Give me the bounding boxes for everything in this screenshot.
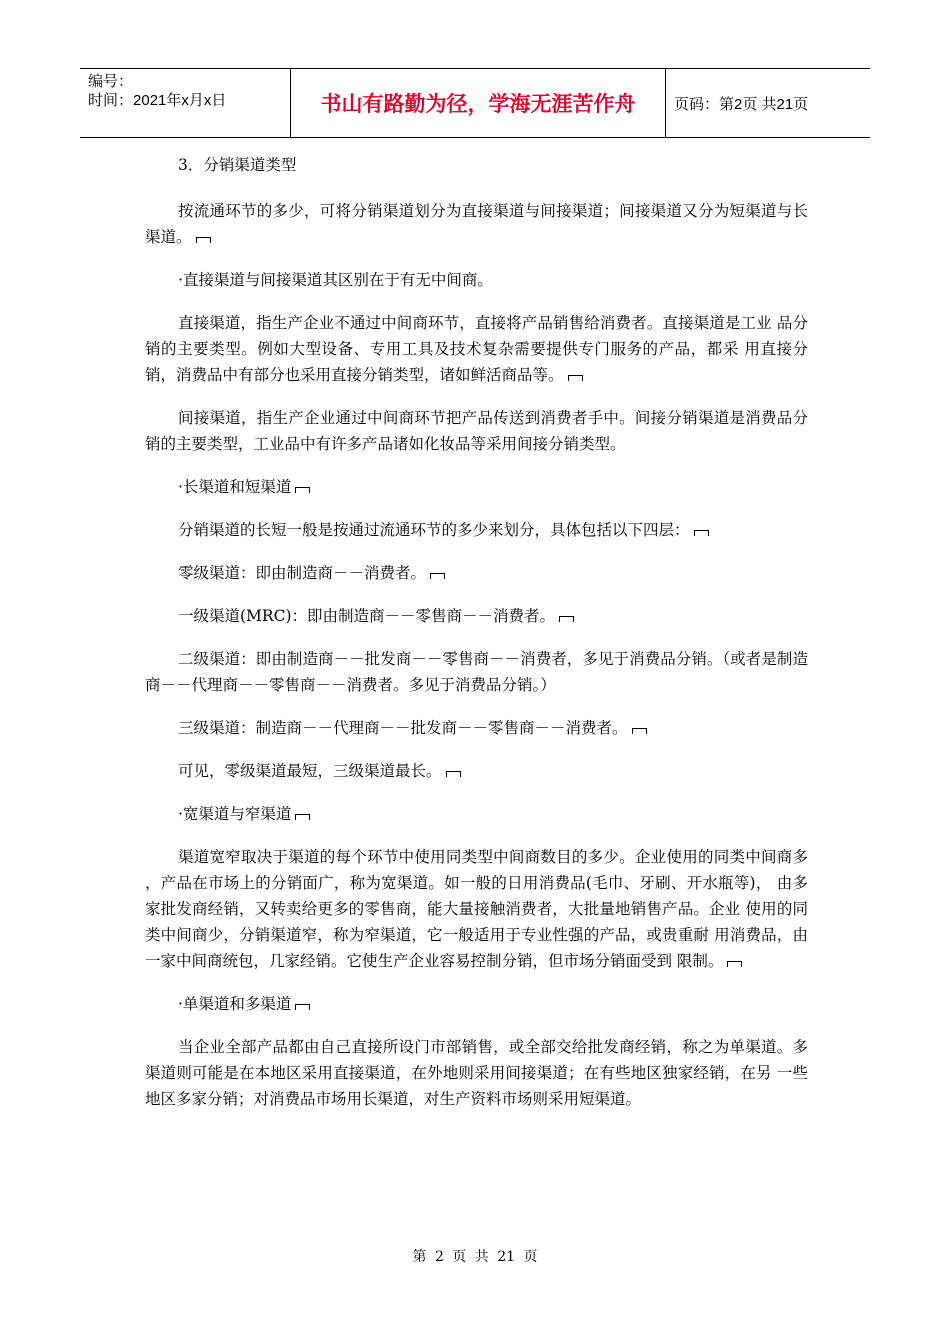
paragraph-text: 按流通环节的多少，可将分销渠道划分为直接渠道与间接渠道；间接渠道又分为短渠道与长 渠道。 bbox=[145, 202, 808, 246]
body-paragraph bbox=[145, 1034, 808, 1112]
paragraph-text: 可见，零级渠道最短，三级渠道最长。 bbox=[178, 762, 442, 780]
body-paragraph bbox=[145, 758, 808, 784]
body-paragraph bbox=[145, 198, 808, 250]
body-paragraph bbox=[145, 844, 808, 974]
body-paragraph bbox=[145, 405, 808, 457]
body-paragraph bbox=[145, 603, 808, 629]
paragraph-text: 间接渠道，指生产企业通过中间商环节把产品传送到消费者手中。间接分销渠道是消费品分 销的主要类型，工业品中有许多产品诸如化妆品等采用间接分销类型。 bbox=[145, 409, 808, 453]
document-body bbox=[145, 152, 808, 1129]
paragraph-mark-icon bbox=[295, 1004, 310, 1010]
paragraph-text: 3．分销渠道类型 bbox=[178, 156, 297, 174]
body-paragraph bbox=[145, 991, 808, 1017]
paragraph-text: 分销渠道的长短一般是按通过流通环节的多少来划分，具体包括以下四层： bbox=[178, 521, 690, 539]
paragraph-text: 二级渠道：即由制造商－－批发商－－零售商－－消费者，多见于消费品分销。（或者是制造商－－代理商－－零售商－－消费者。多见于消费品分销。） bbox=[145, 650, 808, 694]
paragraph-text: ·长渠道和短渠道 bbox=[178, 478, 292, 496]
header-meta bbox=[80, 69, 291, 137]
paragraph-text: 零级渠道：即由制造商－－消费者。 bbox=[178, 564, 427, 582]
section-heading bbox=[145, 152, 808, 178]
paragraph-mark-icon bbox=[295, 814, 310, 820]
paragraph-mark-icon bbox=[632, 728, 647, 734]
paragraph-mark-icon bbox=[727, 961, 742, 967]
paragraph-text: 一级渠道(MRC)：即由制造商－－零售商－－消费者。 bbox=[178, 607, 555, 625]
body-paragraph bbox=[145, 560, 808, 586]
paragraph-text: 三级渠道：制造商－－代理商－－批发商－－零售商－－消费者。 bbox=[178, 719, 628, 737]
paragraph-mark-icon bbox=[430, 573, 445, 579]
page-footer: 第 2 页 共 21 页 bbox=[412, 1249, 538, 1265]
body-paragraph bbox=[145, 474, 808, 500]
document-number-label: 编号： bbox=[88, 73, 134, 90]
header-motto: 书山有路勤为径，学海无涯苦作舟 bbox=[291, 69, 666, 137]
paragraph-text: ·单渠道和多渠道 bbox=[178, 995, 292, 1013]
paragraph-mark-icon bbox=[559, 616, 574, 622]
paragraph-text: 渠道宽窄取决于渠道的每个环节中使用同类型中间商数目的多少。企业使用的同类中间商多 ，产品在市场上的分销面广，称为宽渠道。如一般的日用消费品(毛巾、牙刷、开水瓶等)， 由多家批发商经销，又转卖给更多的零售商，能大量接触消费者，大批量地销售产品。企业 使用的同类中间商少，分销渠道窄，称为窄渠道，它一般适用于专业性强的产品，或贵重耐 用消费品，由一家中间商统包，几家经销。它使生产企业容易控制分销，但市场分销面受到 限制。 bbox=[145, 848, 808, 970]
paragraph-mark-icon bbox=[446, 771, 461, 777]
document-date-label: 时间：2021年x月x日 bbox=[88, 92, 227, 109]
paragraph-text: ·宽渠道与窄渠道 bbox=[178, 805, 292, 823]
header-page-info: 页码：第2页 共21页 bbox=[674, 95, 809, 113]
body-paragraph bbox=[145, 646, 808, 698]
body-paragraph bbox=[145, 517, 808, 543]
body-paragraph bbox=[145, 310, 808, 388]
paragraph-mark-icon bbox=[568, 375, 583, 381]
body-paragraph bbox=[145, 715, 808, 741]
paragraph-text: 当企业全部产品都由自己直接所设门市部销售，或全部交给批发商经销，称之为单渠道。多 渠道则可能是在本地区采用直接渠道，在外地则采用间接渠道；在有些地区独家经销，在另 一些地区多家分销；对消费品市场用长渠道，对生产资料市场则采用短渠道。 bbox=[145, 1038, 808, 1108]
paragraph-mark-icon bbox=[694, 530, 709, 536]
paragraph-mark-icon bbox=[196, 237, 211, 243]
paragraph-text: 直接渠道，指生产企业不通过中间商环节，直接将产品销售给消费者。直接渠道是工业 品分销的主要类型。例如大型设备、专用工具及技术复杂需要提供专门服务的产品，都采 用直接分销，消费品中有部分也采用直接分销类型，诸如鲜活商品等。 bbox=[145, 314, 808, 384]
paragraph-mark-icon bbox=[295, 487, 310, 493]
body-paragraph bbox=[145, 801, 808, 827]
body-paragraph bbox=[145, 267, 808, 293]
paragraph-text: ·直接渠道与间接渠道其区别在于有无中间商。 bbox=[178, 271, 493, 289]
page-header bbox=[80, 68, 870, 138]
